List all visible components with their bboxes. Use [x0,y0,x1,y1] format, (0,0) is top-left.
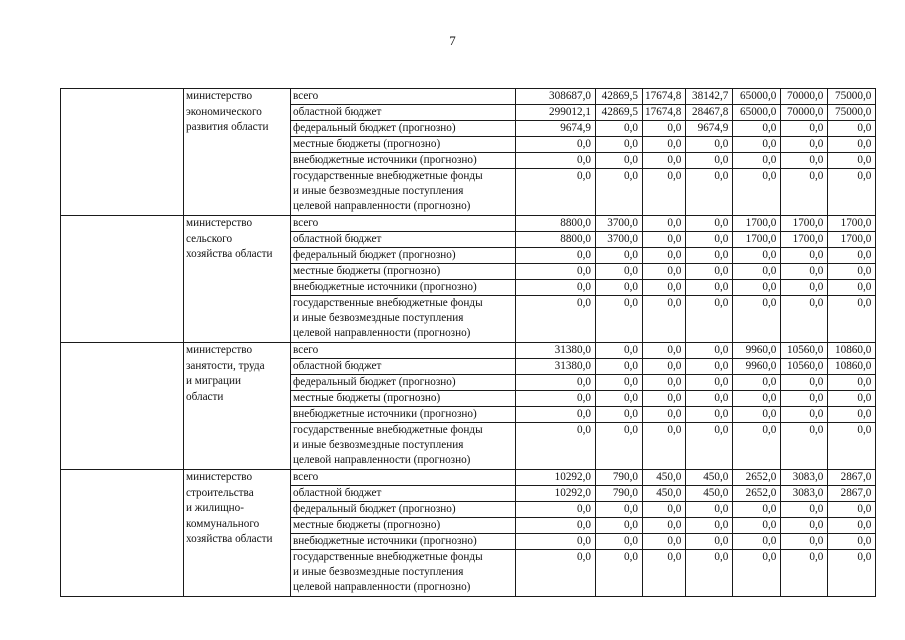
amount-cell: 3700,0 [596,216,643,232]
amount-cell: 0,0 [733,264,781,280]
funding-source-cell [291,169,516,216]
funding-source-cell: всего [291,470,516,486]
amount-cell: 0,0 [596,550,643,597]
ministry-name-line: хозяйства области [186,248,273,260]
amount-cell: 0,0 [686,153,733,169]
table-row [61,343,876,359]
amount-cell: 0,0 [516,248,596,264]
amount-cell: 0,0 [733,502,781,518]
amount-cell: 0,0 [733,550,781,597]
amount-cell: 0,0 [733,534,781,550]
amount-cell: 0,0 [828,518,876,534]
amount-cell: 8800,0 [516,216,596,232]
amount-cell: 0,0 [733,296,781,343]
amount-cell: 9674,9 [516,121,596,137]
amount-cell: 10560,0 [781,343,828,359]
funding-source-line: государственные внебюджетные фонды [293,551,483,563]
amount-cell: 0,0 [781,518,828,534]
funding-source-cell: внебюджетные источники (прогнозно) [291,280,516,296]
amount-cell: 2652,0 [733,486,781,502]
amount-cell: 0,0 [781,137,828,153]
ministry-name-line: министерство [186,90,253,102]
amount-cell: 0,0 [596,343,643,359]
amount-cell: 0,0 [643,343,686,359]
amount-cell: 0,0 [781,296,828,343]
amount-cell: 0,0 [828,550,876,597]
amount-cell: 0,0 [828,375,876,391]
funding-source-line: целевой направленности (прогнозно) [293,454,471,466]
amount-cell: 0,0 [828,248,876,264]
amount-cell: 0,0 [686,296,733,343]
amount-cell: 1700,0 [781,216,828,232]
amount-cell: 450,0 [686,470,733,486]
amount-cell: 1700,0 [733,232,781,248]
amount-cell: 1700,0 [733,216,781,232]
amount-cell: 0,0 [828,153,876,169]
amount-cell: 0,0 [516,407,596,423]
amount-cell: 0,0 [643,121,686,137]
ministry-name-line: министерство [186,471,253,483]
funding-source-cell: всего [291,89,516,105]
funding-source-cell: областной бюджет [291,232,516,248]
amount-cell: 0,0 [596,359,643,375]
amount-cell: 2867,0 [828,470,876,486]
amount-cell: 0,0 [516,169,596,216]
amount-cell: 0,0 [596,248,643,264]
funding-source-cell: федеральный бюджет (прогнозно) [291,121,516,137]
amount-cell: 0,0 [643,169,686,216]
funding-source-line: целевой направленности (прогнозно) [293,327,471,339]
amount-cell: 0,0 [643,264,686,280]
amount-cell: 0,0 [733,169,781,216]
amount-cell: 0,0 [516,518,596,534]
amount-cell: 0,0 [828,407,876,423]
amount-cell: 0,0 [643,248,686,264]
amount-cell: 17674,8 [643,89,686,105]
amount-cell: 1700,0 [781,232,828,248]
ministry-cell [184,89,291,216]
amount-cell: 0,0 [596,518,643,534]
funding-source-cell [291,423,516,470]
amount-cell: 0,0 [828,280,876,296]
amount-cell: 0,0 [686,280,733,296]
amount-cell: 0,0 [781,502,828,518]
amount-cell: 42869,5 [596,105,643,121]
blank-cell [61,216,184,343]
amount-cell: 2652,0 [733,470,781,486]
amount-cell: 0,0 [596,296,643,343]
amount-cell: 70000,0 [781,89,828,105]
amount-cell: 0,0 [686,550,733,597]
blank-cell [61,470,184,597]
amount-cell: 0,0 [686,359,733,375]
amount-cell: 2867,0 [828,486,876,502]
amount-cell: 0,0 [781,534,828,550]
amount-cell: 10860,0 [828,343,876,359]
ministry-name-line: области [186,390,224,403]
amount-cell: 65000,0 [733,89,781,105]
amount-cell: 0,0 [643,232,686,248]
funding-source-cell: местные бюджеты (прогнозно) [291,264,516,280]
ministry-name-line: занятости, труда [186,359,265,372]
page-number: 7 [449,33,456,48]
ministry-cell [184,216,291,343]
amount-cell: 75000,0 [828,89,876,105]
amount-cell: 1700,0 [828,232,876,248]
amount-cell: 10860,0 [828,359,876,375]
amount-cell: 0,0 [781,169,828,216]
blank-cell [61,89,184,216]
ministry-cell [184,470,291,597]
ministry-name-line: экономического [186,105,262,118]
ministry-name-line: министерство [186,217,253,229]
amount-cell: 1700,0 [828,216,876,232]
amount-cell: 0,0 [643,550,686,597]
amount-cell: 0,0 [516,296,596,343]
amount-cell: 0,0 [516,391,596,407]
amount-cell: 10292,0 [516,486,596,502]
amount-cell: 0,0 [516,153,596,169]
amount-cell: 0,0 [781,280,828,296]
amount-cell: 0,0 [828,423,876,470]
funding-source-cell: федеральный бюджет (прогнозно) [291,248,516,264]
amount-cell: 0,0 [686,248,733,264]
amount-cell: 0,0 [686,423,733,470]
budget-table [60,88,876,597]
funding-source-cell: местные бюджеты (прогнозно) [291,391,516,407]
amount-cell: 0,0 [686,502,733,518]
funding-source-cell: всего [291,343,516,359]
amount-cell: 0,0 [686,534,733,550]
amount-cell: 0,0 [781,264,828,280]
amount-cell: 0,0 [516,502,596,518]
amount-cell: 0,0 [781,248,828,264]
amount-cell: 0,0 [828,534,876,550]
amount-cell: 0,0 [828,502,876,518]
ministry-name-line: строительства [186,486,254,499]
amount-cell: 0,0 [596,137,643,153]
funding-source-line: и иные безвозмездные поступления [293,566,464,578]
funding-source-cell [291,296,516,343]
funding-source-cell: федеральный бюджет (прогнозно) [291,375,516,391]
amount-cell: 9674,9 [686,121,733,137]
amount-cell: 0,0 [643,423,686,470]
ministry-name-line: развития области [186,121,269,133]
amount-cell: 0,0 [643,375,686,391]
funding-source-line: государственные внебюджетные фонды [293,170,483,182]
amount-cell: 0,0 [596,502,643,518]
amount-cell: 0,0 [733,280,781,296]
ministry-name-line: хозяйства области [186,533,273,545]
ministry-name-line: и жилищно- [186,502,244,514]
amount-cell: 0,0 [733,391,781,407]
funding-source-cell: областной бюджет [291,359,516,375]
amount-cell: 0,0 [686,264,733,280]
amount-cell: 0,0 [643,216,686,232]
ministry-cell [184,343,291,470]
amount-cell: 0,0 [596,280,643,296]
amount-cell: 0,0 [781,121,828,137]
amount-cell: 0,0 [781,391,828,407]
ministry-name-line: сельского [186,232,233,245]
amount-cell: 42869,5 [596,89,643,105]
amount-cell: 0,0 [516,280,596,296]
amount-cell: 0,0 [516,423,596,470]
amount-cell: 8800,0 [516,232,596,248]
ministry-name-line: министерство [186,344,253,356]
amount-cell: 0,0 [643,518,686,534]
amount-cell: 0,0 [686,232,733,248]
amount-cell: 0,0 [596,375,643,391]
funding-source-cell: федеральный бюджет (прогнозно) [291,502,516,518]
amount-cell: 10292,0 [516,470,596,486]
amount-cell: 0,0 [686,391,733,407]
amount-cell: 0,0 [643,137,686,153]
amount-cell: 0,0 [643,407,686,423]
amount-cell: 790,0 [596,486,643,502]
funding-source-line: и иные безвозмездные поступления [293,439,464,451]
amount-cell: 0,0 [516,534,596,550]
amount-cell: 0,0 [828,264,876,280]
table-row [61,89,876,105]
amount-cell: 31380,0 [516,343,596,359]
amount-cell: 450,0 [686,486,733,502]
amount-cell: 0,0 [596,153,643,169]
amount-cell: 28467,8 [686,105,733,121]
funding-source-line: и иные безвозмездные поступления [293,312,464,324]
amount-cell: 9960,0 [733,343,781,359]
amount-cell: 308687,0 [516,89,596,105]
table-row [61,470,876,486]
funding-source-line: целевой направленности (прогнозно) [293,200,471,212]
amount-cell: 9960,0 [733,359,781,375]
funding-source-line: целевой направленности (прогнозно) [293,581,471,593]
funding-source-cell: областной бюджет [291,105,516,121]
amount-cell: 0,0 [733,248,781,264]
amount-cell: 0,0 [596,407,643,423]
amount-cell: 0,0 [516,375,596,391]
amount-cell: 0,0 [643,359,686,375]
funding-source-cell: внебюджетные источники (прогнозно) [291,407,516,423]
funding-source-line: и иные безвозмездные поступления [293,185,464,197]
amount-cell: 0,0 [596,169,643,216]
amount-cell: 0,0 [596,391,643,407]
amount-cell: 0,0 [781,407,828,423]
funding-source-line: государственные внебюджетные фонды [293,424,483,436]
amount-cell: 3083,0 [781,470,828,486]
amount-cell: 0,0 [643,153,686,169]
amount-cell: 75000,0 [828,105,876,121]
amount-cell: 0,0 [828,296,876,343]
funding-source-cell: всего [291,216,516,232]
amount-cell: 450,0 [643,486,686,502]
amount-cell: 0,0 [643,280,686,296]
amount-cell: 0,0 [781,153,828,169]
amount-cell: 450,0 [643,470,686,486]
amount-cell: 0,0 [596,121,643,137]
amount-cell: 299012,1 [516,105,596,121]
amount-cell: 0,0 [828,169,876,216]
funding-source-cell [291,550,516,597]
amount-cell: 0,0 [781,375,828,391]
amount-cell: 0,0 [643,391,686,407]
funding-source-cell: областной бюджет [291,486,516,502]
amount-cell: 0,0 [733,153,781,169]
amount-cell: 38142,7 [686,89,733,105]
amount-cell: 0,0 [733,137,781,153]
amount-cell: 0,0 [596,534,643,550]
amount-cell: 0,0 [596,423,643,470]
amount-cell: 0,0 [643,296,686,343]
amount-cell: 3700,0 [596,232,643,248]
amount-cell: 0,0 [733,423,781,470]
amount-cell: 3083,0 [781,486,828,502]
amount-cell: 0,0 [828,391,876,407]
amount-cell: 790,0 [596,470,643,486]
funding-source-cell: местные бюджеты (прогнозно) [291,137,516,153]
amount-cell: 0,0 [686,343,733,359]
amount-cell: 0,0 [828,137,876,153]
amount-cell: 17674,8 [643,105,686,121]
amount-cell: 70000,0 [781,105,828,121]
amount-cell: 10560,0 [781,359,828,375]
amount-cell: 65000,0 [733,105,781,121]
amount-cell: 0,0 [516,550,596,597]
ministry-name-line: коммунального [186,517,260,530]
amount-cell: 0,0 [781,423,828,470]
amount-cell: 0,0 [596,264,643,280]
blank-cell [61,343,184,470]
amount-cell: 0,0 [686,216,733,232]
amount-cell: 0,0 [686,518,733,534]
amount-cell: 0,0 [733,407,781,423]
amount-cell: 31380,0 [516,359,596,375]
amount-cell: 0,0 [643,502,686,518]
amount-cell: 0,0 [828,121,876,137]
funding-source-cell: внебюджетные источники (прогнозно) [291,534,516,550]
funding-source-cell: местные бюджеты (прогнозно) [291,518,516,534]
funding-source-cell: внебюджетные источники (прогнозно) [291,153,516,169]
funding-source-line: государственные внебюджетные фонды [293,297,483,309]
amount-cell: 0,0 [733,518,781,534]
amount-cell: 0,0 [686,375,733,391]
amount-cell: 0,0 [516,264,596,280]
amount-cell: 0,0 [643,534,686,550]
ministry-name-line: и миграции [186,375,241,387]
amount-cell: 0,0 [781,550,828,597]
amount-cell: 0,0 [686,407,733,423]
table-row [61,216,876,232]
amount-cell: 0,0 [733,121,781,137]
amount-cell: 0,0 [686,169,733,216]
amount-cell: 0,0 [686,137,733,153]
amount-cell: 0,0 [733,375,781,391]
amount-cell: 0,0 [516,137,596,153]
